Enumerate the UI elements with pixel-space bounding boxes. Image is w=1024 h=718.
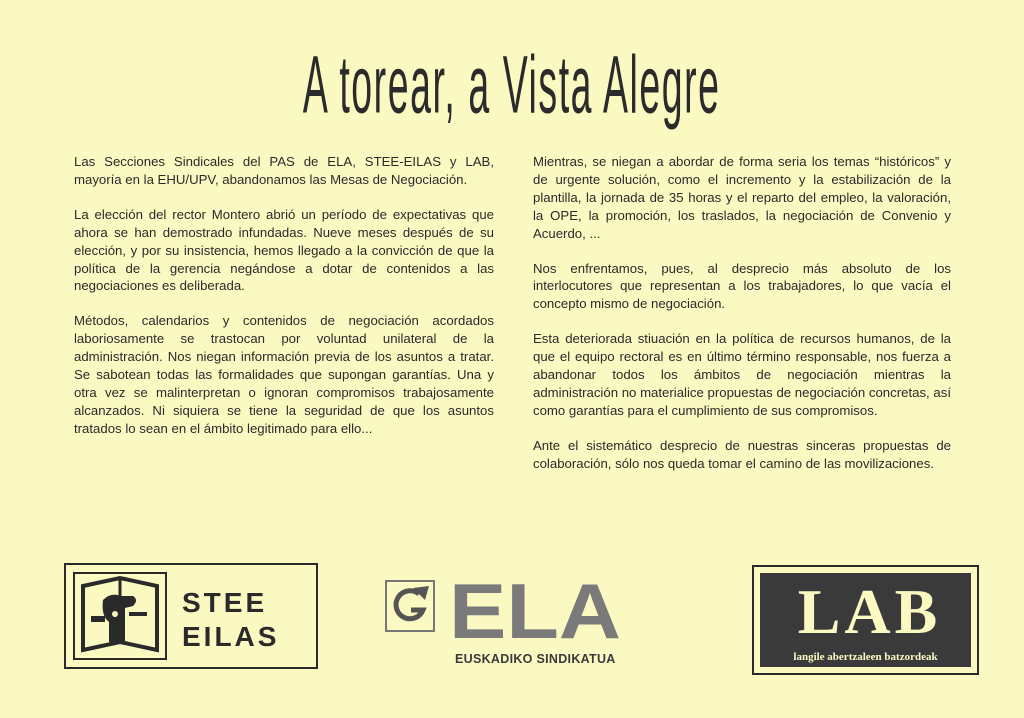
ela-wordmark xyxy=(449,576,621,646)
paragraph: Esta deteriorada stiuación en la política de recursos humanos, de la que el equipo rectoral es en último término responsable, nos fuerza a abandonar todos los ámbitos de negociación mientras la administración no materialice propuestas de negociación concretas, así como garantías para el cumplimiento de sus compromisos. xyxy=(533,331,951,418)
ela-word-text: ELA xyxy=(449,576,621,646)
lab-subtitle: langile abertzaleen batzordeak xyxy=(793,651,938,663)
eilas-text: EILAS xyxy=(182,621,280,652)
left-column xyxy=(74,153,494,455)
right-column xyxy=(533,153,951,490)
ela-g-emblem-icon xyxy=(385,580,435,632)
ela-logo xyxy=(385,572,645,672)
lab-logo xyxy=(752,565,979,675)
stee-emblem-icon xyxy=(73,572,167,660)
stee-eilas-logo xyxy=(64,563,318,669)
paragraph: Nos enfrentamos, pues, al desprecio más absoluto de los interlocutores que representan a los trabajadores, lo que vacía el concepto mismo de negociación. xyxy=(533,260,951,312)
paragraph: Las Secciones Sindicales del PAS de ELA, STEE-EILAS y LAB, mayoría en la EHU/UPV, abandonamos las Mesas de Negociación. xyxy=(74,154,494,187)
document-title-text: A torear, a Vista Alegre xyxy=(303,41,721,132)
document-title xyxy=(0,42,1024,132)
lab-wordmark: LAB xyxy=(797,576,942,647)
lab-background xyxy=(760,573,971,667)
paragraph: Métodos, calendarios y contenidos de negociación acordados laboriosamente se trastocan por voluntad unilateral de la administración. Nos niegan información previa de los asuntos a tratar. Se sabotean todas las formalidades que supongan garantías. Una y otra vez se malinterpretan o ignoran compromisos trabajosamente alcanzados. Ni siquiera se tiene la seguridad de que los asuntos tratados lo sean en el ámbito legitimado para ello... xyxy=(74,313,494,436)
paragraph: La elección del rector Montero abrió un período de expectativas que ahora se han demostrado infundadas. Nueve meses después de su elección, y por su insistencia, hemos llegado a la convicción de que la política de la gerencia negándose a dotar de contenidos a las negociaciones es deliberada. xyxy=(74,206,494,294)
paragraph: Mientras, se niegan a abordar de forma seria los temas “históricos” y de urgente solución, como el incremento y la estabilización de la plantilla, la jornada de 35 horas y el reparto del empleo, la valoración, la OPE, la promoción, los traslados, la negociación de Convenio y Acuerdo, ... xyxy=(533,154,951,241)
stee-text: STEE xyxy=(182,587,268,618)
ela-subtitle: EUSKADIKO SINDIKATUA xyxy=(455,652,616,666)
paragraph: Ante el sistemático desprecio de nuestras sinceras propuestas de colaboración, sólo nos queda tomar el camino de las movilizaciones. xyxy=(533,437,951,471)
